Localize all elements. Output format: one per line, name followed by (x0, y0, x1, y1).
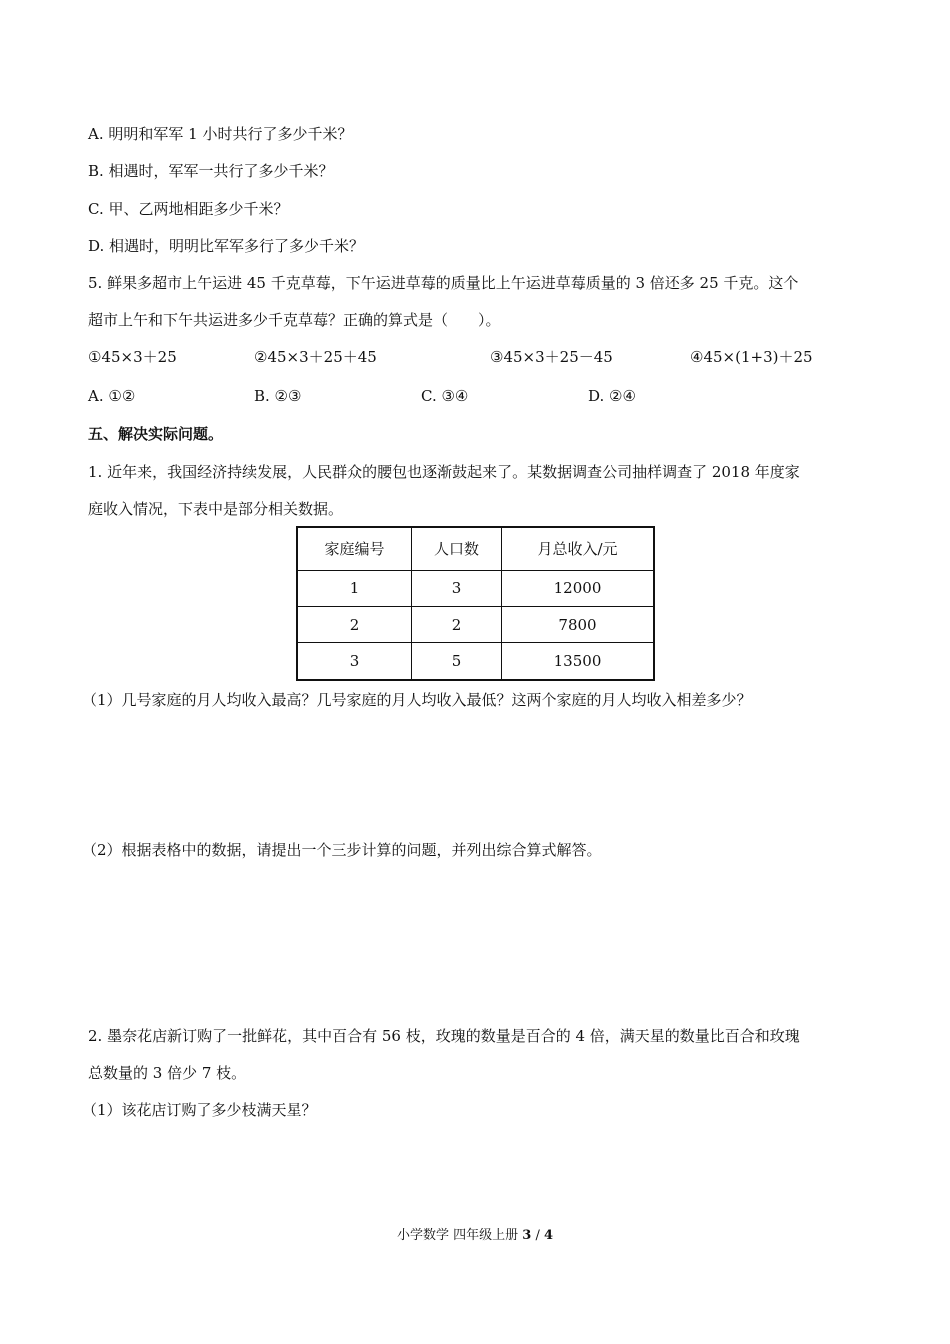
table-header-cell: 月总收入/元 (502, 527, 655, 570)
choice-c: C. ③④ (421, 387, 469, 405)
problem-1-sub-1: （1）几号家庭的月人均收入最高？几号家庭的月人均收入最低？这两个家庭的月人均收入相差多少？ (82, 691, 752, 709)
question-5-line-2: 超市上午和下午共运进多少千克草莓？正确的算式是（ ）。 (88, 311, 501, 329)
table-cell: 7800 (502, 606, 655, 642)
option-b: B. 相遇时，军军一共行了多少千米？ (88, 162, 334, 180)
problem-2-sub-1: （1）该花店订购了多少枝满天星？ (82, 1101, 317, 1119)
table-cell: 2 (297, 606, 412, 642)
page-footer (0, 1228, 950, 1244)
table-cell: 3 (412, 570, 502, 606)
table-header-cell: 家庭编号 (297, 527, 412, 570)
choice-d: D. ②④ (588, 387, 636, 405)
formula-4: ④45×(1+3)＋25 (690, 348, 813, 366)
table-header-cell: 人口数 (412, 527, 502, 570)
option-a: A. 明明和军军 1 小时共行了多少千米？ (88, 125, 353, 143)
formula-3: ③45×3＋25－45 (490, 348, 613, 366)
table-row (297, 570, 654, 606)
option-c: C. 甲、乙两地相距多少千米？ (88, 200, 289, 218)
formula-2: ②45×3＋25＋45 (254, 348, 377, 366)
choice-b: B. ②③ (254, 387, 302, 405)
table-cell: 12000 (502, 570, 655, 606)
option-d: D. 相遇时，明明比军军多行了多少千米？ (88, 237, 365, 255)
table-cell: 5 (412, 643, 502, 680)
problem-1-sub-2: （2）根据表格中的数据，请提出一个三步计算的问题，并列出综合算式解答。 (82, 841, 602, 859)
choice-a: A. ①② (88, 387, 136, 405)
formula-1: ①45×3＋25 (88, 348, 177, 366)
table-row (297, 606, 654, 642)
income-table (296, 526, 655, 681)
problem-2-line-1: 2. 墨奈花店新订购了一批鲜花，其中百合有 56 枝，玫瑰的数量是百合的 4 倍，满天星的数量比百合和玫瑰 (88, 1027, 800, 1045)
footer-total-pages: 4 (543, 1228, 554, 1243)
table-cell: 2 (412, 606, 502, 642)
problem-1-line-2: 庭收入情况，下表中是部分相关数据。 (88, 500, 344, 518)
question-5-line-1: 5. 鲜果多超市上午运进 45 千克草莓，下午运进草莓的质量比上午运进草莓质量的 3 倍还多 25 千克。这个 (88, 274, 799, 292)
table-cell: 13500 (502, 643, 655, 680)
table-header-row (297, 527, 654, 570)
footer-label: 小学数学 四年级上册 (396, 1228, 519, 1243)
table-cell: 3 (297, 643, 412, 680)
footer-page-number: 3 (522, 1228, 532, 1243)
footer-separator: / (535, 1228, 540, 1243)
table-row (297, 643, 654, 680)
problem-1-line-1: 1. 近年来，我国经济持续发展，人民群众的腰包也逐渐鼓起来了。某数据调查公司抽样调查了 2018 年度家 (88, 463, 800, 481)
table-cell: 1 (297, 570, 412, 606)
problem-2-line-2: 总数量的 3 倍少 7 枝。 (88, 1064, 247, 1082)
section-5-title: 五、解决实际问题。 (88, 425, 224, 443)
